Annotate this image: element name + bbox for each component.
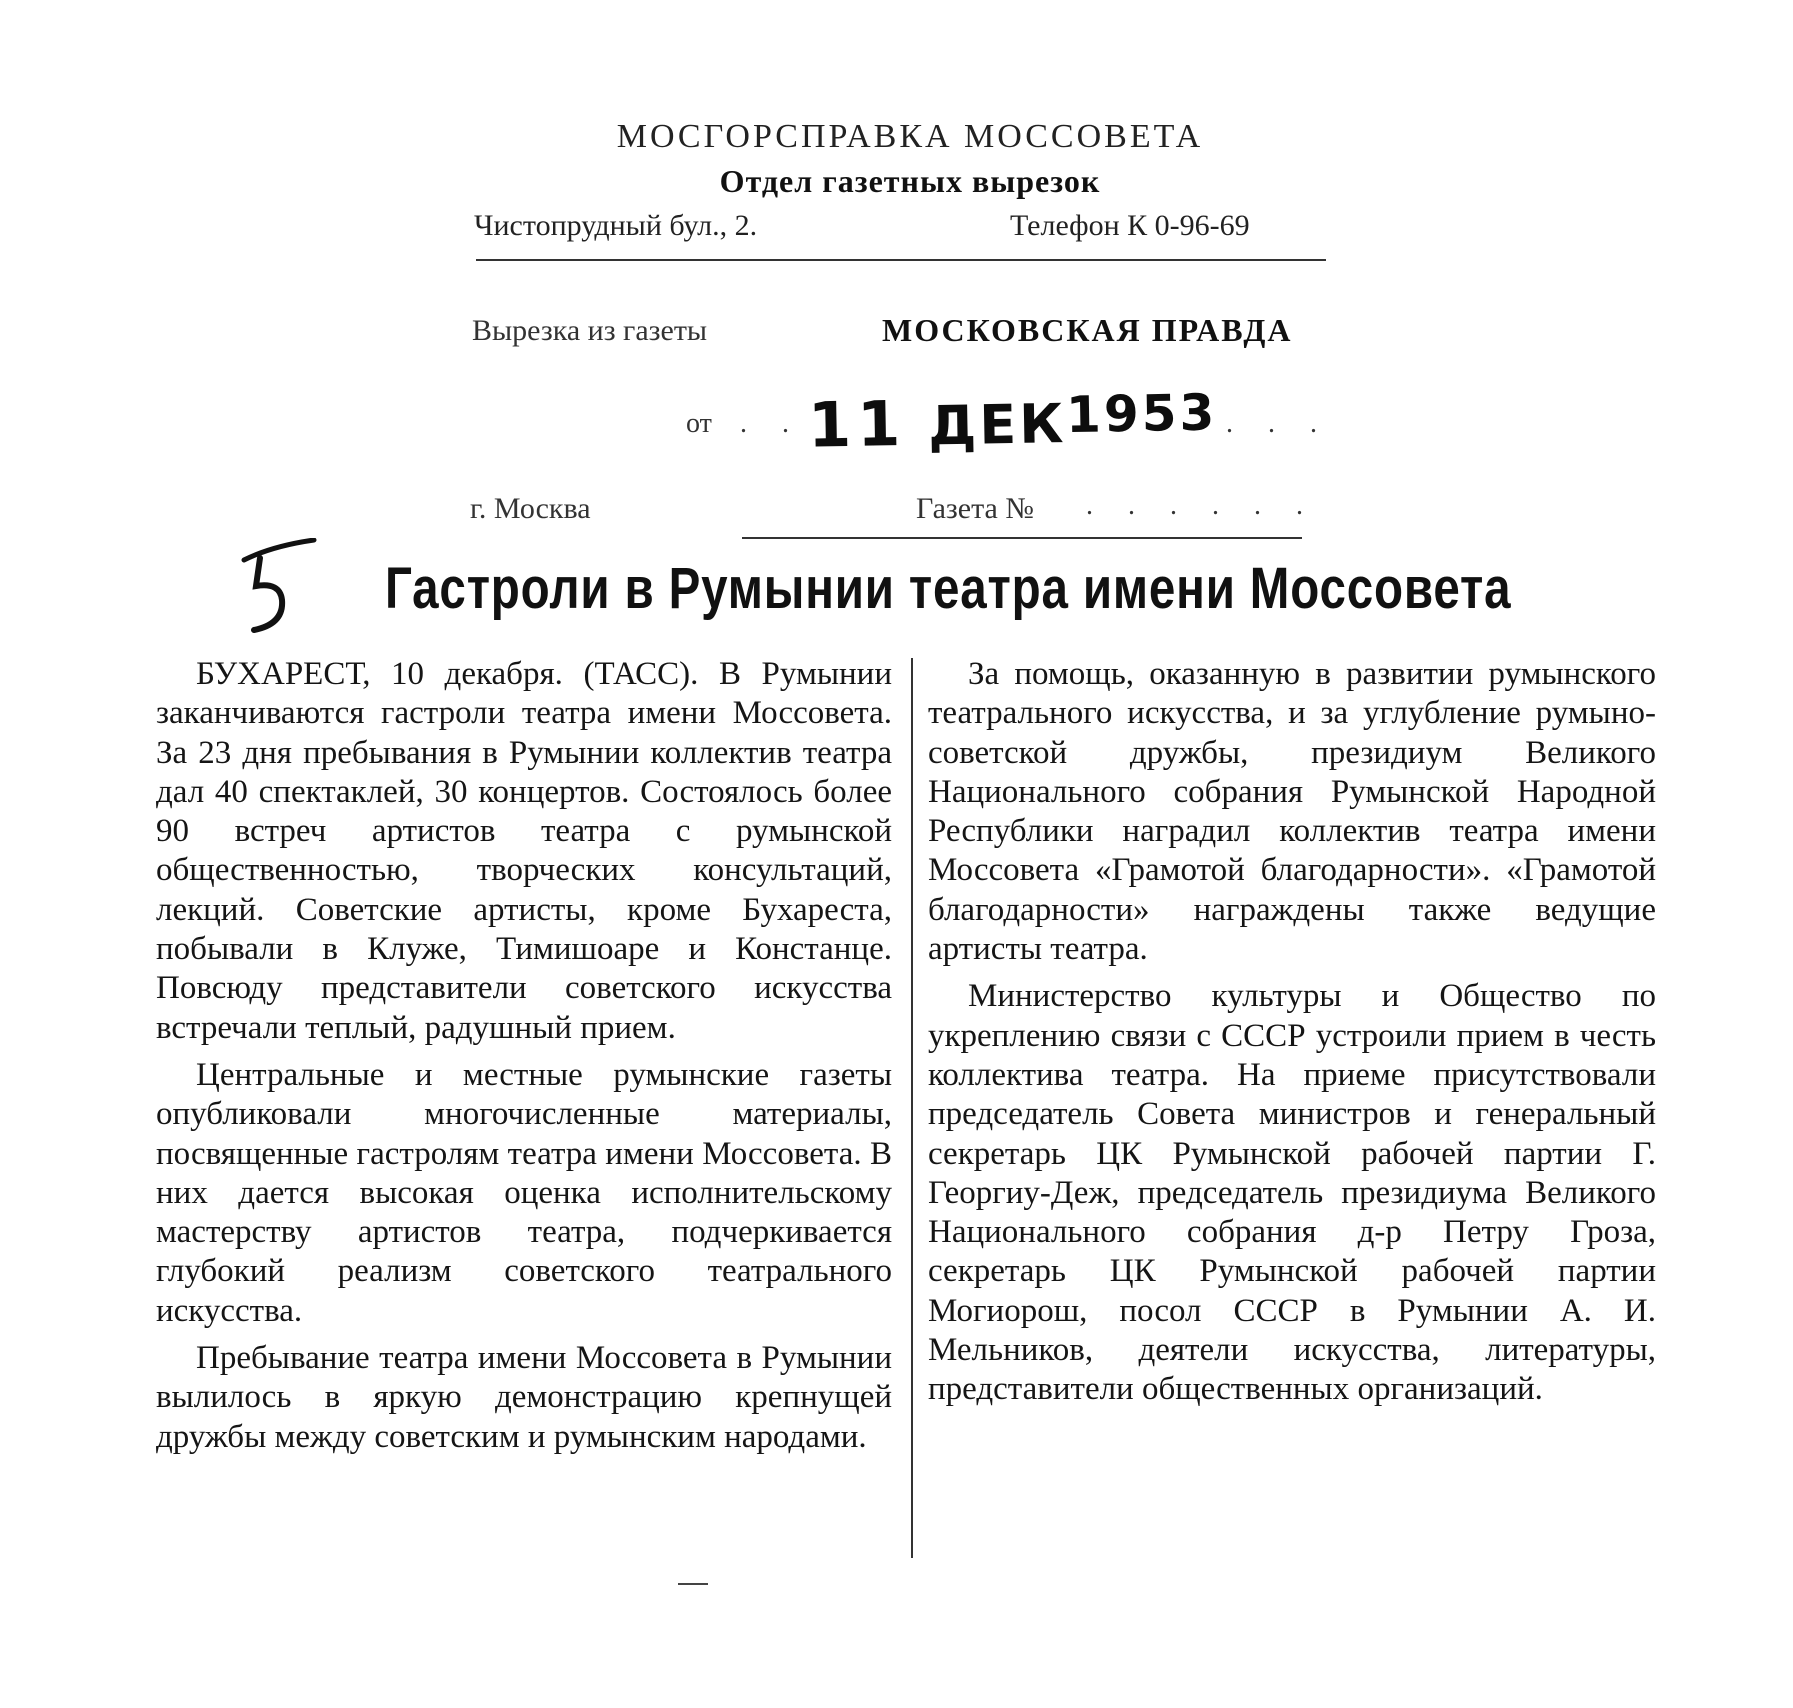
article-left-column [156, 655, 892, 1465]
column-divider [911, 658, 913, 1558]
department-name: Отдел газетных вырезок [719, 163, 1101, 199]
date-dots-right: . . . [1226, 408, 1331, 439]
article-paragraph: Центральные и местные румынские газеты опубликовали многочисленные материалы, посвященные гастролям театра имени Моссовета. В них дается высокая оценка исполнительскому мастерству артистов театра, подчеркивается глубокий реализм советского театрального искусства. [156, 1056, 892, 1329]
article-headline: Гастроли в Румынии театра имени Моссовета [385, 556, 1512, 621]
city-label: г. Москва [470, 492, 591, 525]
article-paragraph: За помощь, оказанную в развитии румынского театрального искусства, и за углубление румыно-советской дружбы, президиум Великого Национального собрания Румынской Народной Республики наградил коллектив театра имени Моссовета «Грамотой благодарности». «Грамотой благодарности» награждены также ведущие артисты театра. [928, 656, 1656, 968]
date-stamp-day: 11 [807, 386, 907, 462]
gazette-number-dots: . . . . . . [1086, 490, 1317, 521]
article-paragraph: Пребывание театра имени Моссовета в Румынии вылилось в яркую демонстрацию крепнущей дружбы между советским и румынским народами. [156, 1340, 892, 1455]
date-stamp [807, 381, 1218, 461]
header-rule [476, 259, 1326, 261]
article-right-column [928, 655, 1656, 1418]
handwritten-mark [232, 538, 342, 648]
newspaper-name: МОСКОВСКАЯ ПРАВДА [882, 312, 1293, 348]
handwritten-mark-text: 5 [232, 538, 233, 539]
date-stamp-month: ДЕК [927, 392, 1067, 458]
gazette-rule [742, 537, 1302, 539]
article-paragraph: Министерство культуры и Общество по укреплению связи с СССР устроили прием в честь коллектива театра. На приеме присутствовали председатель Совета министров и генеральный секретарь ЦК Румынской рабочей партии Г. Георгиу-Деж, председатель президиума Великого Национального собрания д-р Петру Гроза, секретарь ЦК Румынской рабочей партии Могиорош, посол СССР в Румынии А. И. Мельников, деятели искусства, литературы, представители общественных организаций. [928, 978, 1656, 1408]
bureau-phone: Телефон К 0-96-69 [1010, 209, 1250, 242]
date-dots-left: . . [740, 408, 803, 439]
date-stamp-year: 1953 [1065, 383, 1218, 445]
bureau-address: Чистопрудный бул., 2. [474, 209, 758, 242]
date-from-label: от [686, 408, 712, 439]
end-dash [678, 1583, 708, 1585]
article-paragraph: БУХАРЕСТ, 10 декабря. (ТАСС). В Румынии заканчиваются гастроли театра имени Моссовета. За 23 дня пребывания в Румынии коллектив театра дал 40 спектаклей, 30 концертов. Состоялось более 90 встреч артистов театра с румынской общественностью, творческих консультаций, лекций. Советские артисты, кроме Бухареста, побывали в Клуже, Тимишоаре и Констанце. Повсюду представители советского искусства встречали теплый, радушный прием. [156, 656, 892, 1046]
bureau-name: МОСГОРСПРАВКА МОССОВЕТА [616, 118, 1204, 155]
gazette-number-label: Газета № [916, 492, 1034, 525]
clipping-label: Вырезка из газеты [472, 314, 708, 347]
